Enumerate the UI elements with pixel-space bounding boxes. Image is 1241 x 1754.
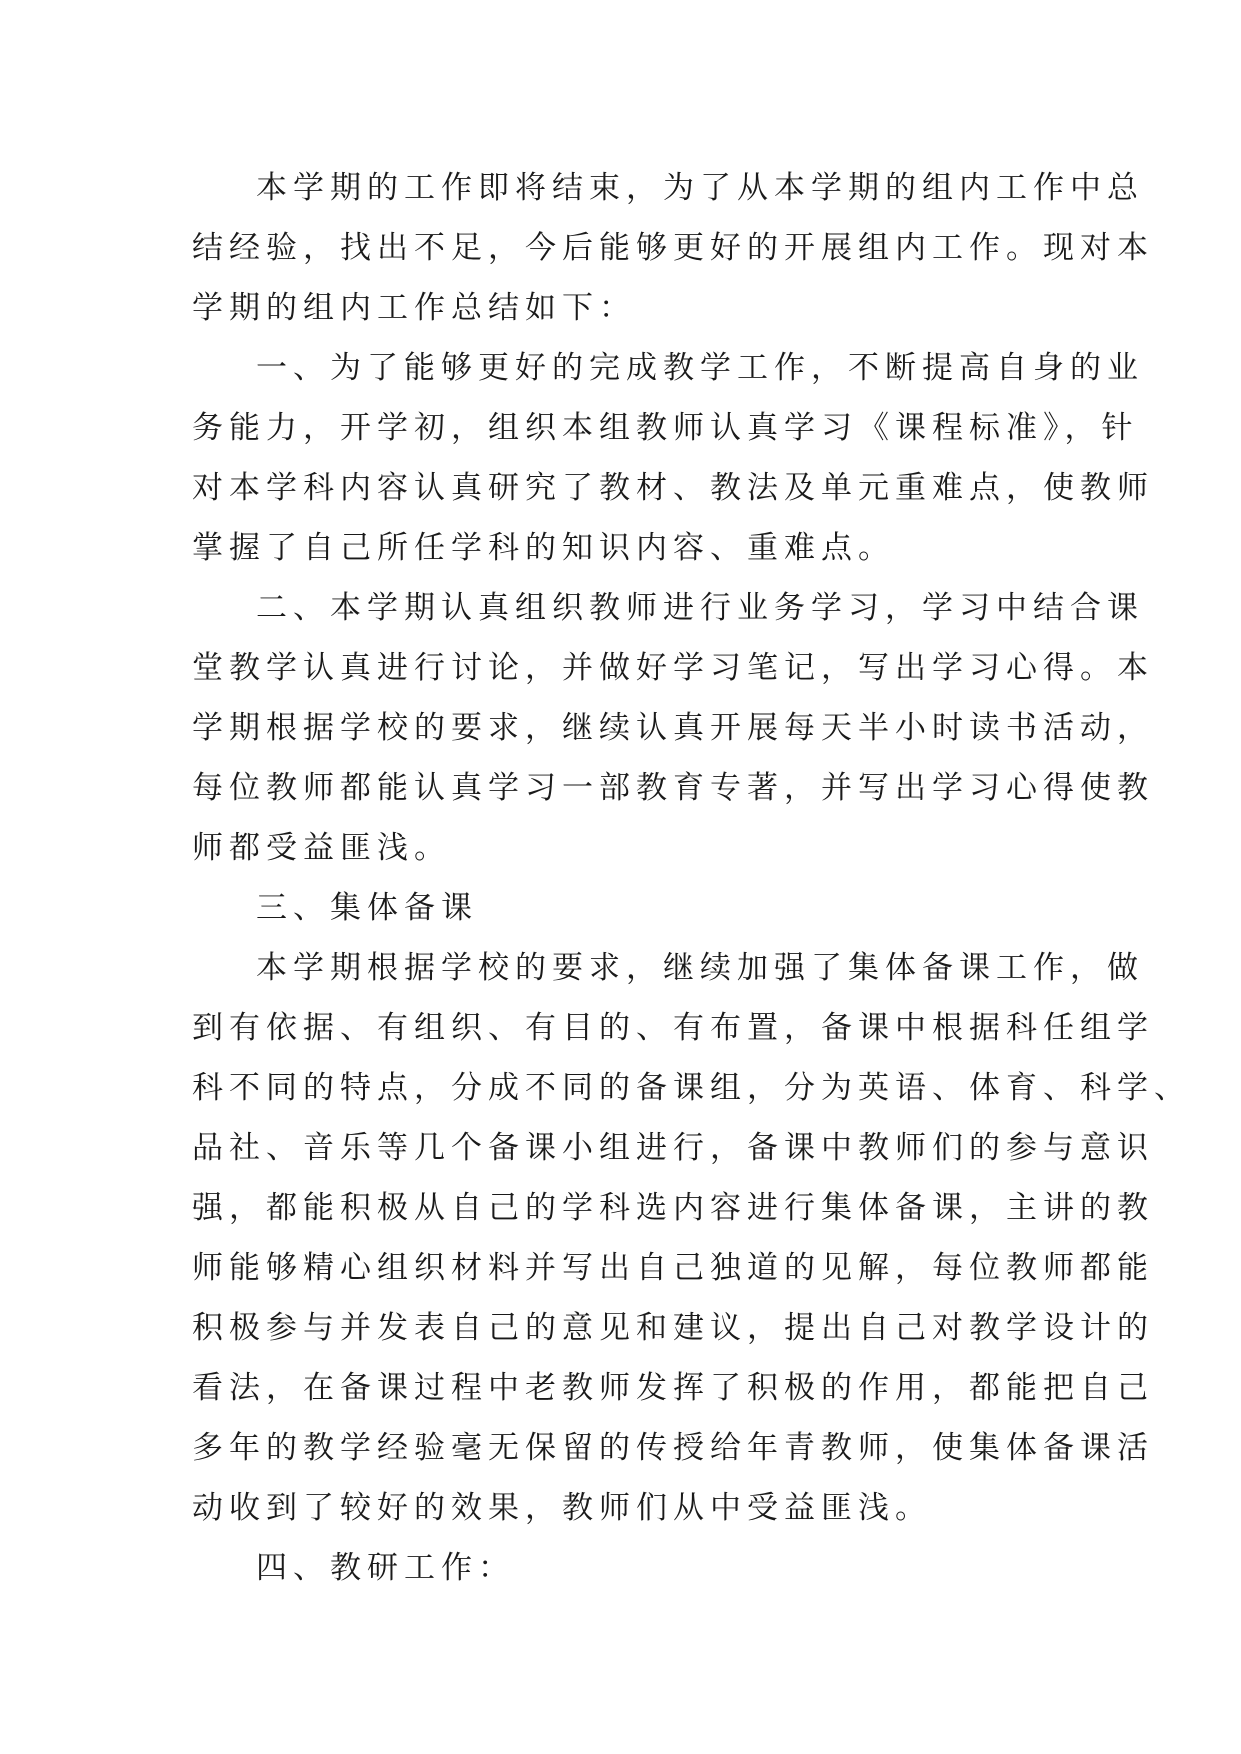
section-3-line-6: 师能够精心组织材料并写出自己独道的见解，每位教师都能 [192,1250,1154,1286]
section-3-line-5: 强，都能积极从自己的学科选内容进行集体备课，主讲的教 [192,1190,1154,1226]
section-2-line-4: 每位教师都能认真学习一部教育专著，并写出学习心得使教 [192,770,1154,806]
section-3-line-3: 科不同的特点，分成不同的备课组，分为英语、体育、科学、 [192,1070,1191,1106]
section-1-line-4: 掌握了自己所任学科的知识内容、重难点。 [192,530,895,566]
section-3-line-4: 品社、音乐等几个备课小组进行，备课中教师们的参与意识 [192,1130,1154,1166]
section-1-line-2: 务能力，开学初，组织本组教师认真学习《课程标准》，针 [192,410,1139,446]
section-2-line-3: 学期根据学校的要求，继续认真开展每天半小时读书活动， [192,710,1154,746]
section-2-line-5: 师都受益匪浅。 [192,830,451,866]
paragraph-intro-line-2: 结经验，找出不足，今后能够更好的开展组内工作。现对本 [192,230,1154,266]
section-3-line-7: 积极参与并发表自己的意见和建议，提出自己对教学设计的 [192,1310,1154,1346]
section-3-heading: 三、集体备课 [256,890,478,926]
section-1-line-1: 一、为了能够更好的完成教学工作，不断提高自身的业 [256,350,1144,386]
section-2-line-2: 堂教学认真进行讨论，并做好学习笔记，写出学习心得。本 [192,650,1154,686]
document-body [192,158,1191,1598]
paragraph-intro-line-3: 学期的组内工作总结如下： [192,290,636,326]
section-3-line-10: 动收到了较好的效果，教师们从中受益匪浅。 [192,1490,932,1526]
section-3-line-1: 本学期根据学校的要求，继续加强了集体备课工作，做 [256,950,1144,986]
section-3-line-2: 到有依据、有组织、有目的、有布置，备课中根据科任组学 [192,1010,1154,1046]
section-2-line-1: 二、本学期认真组织教师进行业务学习，学习中结合课 [256,590,1144,626]
section-3-line-8: 看法，在备课过程中老教师发挥了积极的作用，都能把自己 [192,1370,1154,1406]
paragraph-intro-line-1: 本学期的工作即将结束，为了从本学期的组内工作中总 [256,170,1144,206]
section-4-heading: 四、教研工作： [256,1550,515,1586]
section-1-line-3: 对本学科内容认真研究了教材、教法及单元重难点，使教师 [192,470,1154,506]
section-3-line-9: 多年的教学经验毫无保留的传授给年青教师，使集体备课活 [192,1430,1154,1466]
